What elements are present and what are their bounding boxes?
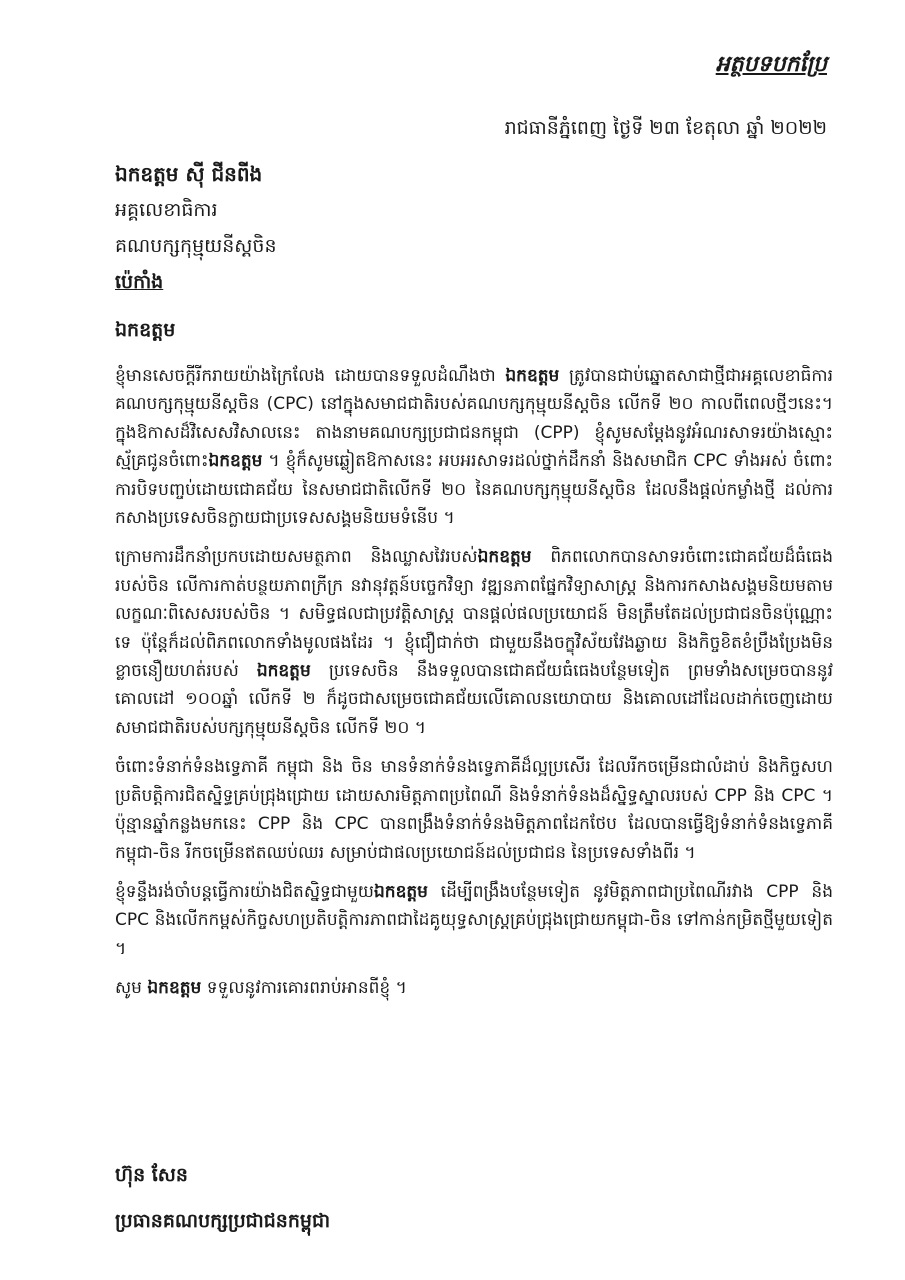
paragraph-text: ក្រោមការដឹកនាំប្រកបដោយសមត្ថភាព និងឈ្លាសវៃរបស់ bbox=[115, 547, 478, 568]
letter-body bbox=[115, 362, 833, 1014]
paragraph-text: ប្រទេសចិន នឹងទទួលបានជោគជ័យធំធេងបន្ថែមទៀត ព្រមទាំងសម្រេចបាននូវគោលដៅ ១០០ឆ្នាំ លើកទី ២ ក៏ដូចជាសម្រេចជោគជ័យលើគោលនយោបាយ និងគោលដៅដែលដាក់ចេញដោយសមាជជាតិរបស់បក្សកុម្មុយនីស្តចិន លើកទី ២០ ។ bbox=[115, 661, 833, 738]
recipient-block bbox=[115, 156, 715, 300]
paragraph-text: សូម bbox=[115, 978, 148, 999]
paragraph-bold: ឯកឧត្តម bbox=[208, 451, 263, 472]
paragraph-text: ដើម្បីពង្រឹងបន្ថែមទៀត នូវមិត្តភាពជាប្រពៃណីរវាង CPP និង CPC និងលើកកម្ពស់កិច្ចសហប្រតិបត្តិការភាពជាដៃគូយុទ្ធសាស្ត្រគ្រប់ជ្រុងជ្រោយកម្ពុជា-ចិន ទៅកាន់កម្រិតថ្មីមួយទៀត ។ bbox=[115, 881, 833, 959]
paragraph-text: ខ្ញុំមានសេចក្តីរីករាយយ៉ាងក្រៃលែង ដោយបានទទួលដំណឹងថា bbox=[115, 366, 506, 386]
signer-name: ហ៊ុន សែន bbox=[115, 1164, 188, 1186]
paragraph-text: ត្រូវបានជាប់ឆ្នោតសាជាថ្មីជាអគ្គលេខាធិការគណបក្សកុម្មុយនីស្តចិន (CPC) នៅក្នុងសមាជជាតិរបស់គណបក្សកុម្មុយនីស្តចិន លើកទី ២០ កាលពីពេលថ្មីៗនេះ។ ក្នុងឱកាសដ៏វិសេសវិសាលនេះ តាងនាមគណបក្សប្រជាជនកម្ពុជា (CPP) ខ្ញុំសូមសម្តែងនូវអំណរសាទរយ៉ាងស្មោះស្ម័គ្រជូនចំពោះ bbox=[115, 366, 834, 472]
paragraph-text: ពិភពលោកបានសាទរចំពោះជោគជ័យដ៏ធំធេងរបស់ចិន លើការកាត់បន្ថយភាពក្រីក្រ នវានុវត្តន៍បច្ចេកវិទ្យា វឌ្ឍនភាពផ្នែកវិទ្យាសាស្ត្រ និងការកសាងសង្គមនិយមតាមលក្ខណៈពិសេសរបស់ចិន ។ សមិទ្ធផលជាប្រវត្តិសាស្ត្រ បានផ្តល់ផលប្រយោជន៍ មិនត្រឹមតែដល់ប្រជាជនចិនប៉ុណ្ណោះទេ ប៉ុន្តែក៏ដល់ពិភពលោកទាំងមូលផងដែរ ។ ខ្ញុំជឿជាក់ថា ជាមួយនឹងចក្ខុវិស័យវែងឆ្ងាយ និងកិច្ចខិតខំប្រឹងប្រែងមិនខ្លាចនឿយហត់របស់ bbox=[115, 547, 833, 682]
paragraph-1 bbox=[115, 362, 833, 532]
signature-block bbox=[115, 1152, 330, 1244]
recipient-city: ប៉េកាំង bbox=[115, 271, 164, 293]
paragraph-bold: ឯកឧត្តម bbox=[256, 661, 311, 682]
paragraph-text: ចំពោះទំនាក់ទំនងទ្វេភាគី កម្ពុជា និង ចិន មានទំនាក់ទំនងទ្វេភាគីដ៏ល្អប្រសើរ ដែលរីកចម្រើនជាលំដាប់ និងកិច្ចសហប្រតិបត្តិការជិតស្និទ្ធគ្រប់ជ្រុងជ្រោយ ដោយសារមិត្តភាពប្រពៃណី និងទំនាក់ទំនងដ៏ស្និទ្ធស្នាលរបស់ CPP និង CPC ។ ប៉ុន្មានឆ្នាំកន្លងមកនេះ CPP និង CPC បានពង្រឹងទំនាក់ទំនងមិត្តភាពដែកថែប ដែលបានធ្វើឱ្យទំនាក់ទំនងទ្វេភាគីកម្ពុជា-ចិន រីកចម្រើនឥតឈប់ឈរ សម្រាប់ជាផលប្រយោជន៍ដល់ប្រជាជន នៃប្រទេសទាំងពីរ ។ bbox=[115, 757, 833, 863]
recipient-name: ឯកឧត្តម ស៊ី ជីនពីង bbox=[115, 162, 263, 186]
recipient-organization: គណបក្សកុម្មុយនីស្តចិន bbox=[115, 235, 277, 257]
salutation: ឯកឧត្តម bbox=[115, 319, 176, 341]
paragraph-5 bbox=[115, 974, 833, 1002]
paragraph-3 bbox=[115, 753, 833, 867]
reference-label: អត្ថបទបកប្រែ bbox=[715, 52, 827, 77]
paragraph-4 bbox=[115, 878, 833, 963]
paragraph-text: ទទួលនូវការគោរពរាប់អានពីខ្ញុំ ។ bbox=[201, 978, 407, 999]
paragraph-bold: ឯកឧត្តម bbox=[477, 547, 532, 568]
paragraph-2 bbox=[115, 543, 833, 742]
paragraph-text: ។ ខ្ញុំក៏សូមឆ្លៀតឱកាសនេះ អបអរសាទរដល់ថ្នាក់ដឹកនាំ និងសមាជិក CPC ទាំងអស់ ចំពោះការបិទបញ្ចប់ដោយជោគជ័យ នៃសមាជជាតិលើកទី ២០ នៃគណបក្សកុម្មុយនីស្តចិន ដែលនឹងផ្តល់កម្លាំងថ្មី ដល់ការកសាងប្រទេសចិនក្លាយជាប្រទេសសង្គមនិយមទំនើប ។ bbox=[115, 451, 833, 529]
recipient-title: អគ្គលេខាធិការ bbox=[115, 199, 218, 221]
date-line: រាជធានីភ្នំពេញ ថ្ងៃទី ២៣ ខែតុលា ឆ្នាំ ២០២២ bbox=[504, 117, 827, 139]
paragraph-text: ខ្ញុំទន្ទឹងរង់ចាំបន្តធ្វើការយ៉ាងជិតស្និទ្ធជាមួយ bbox=[115, 881, 374, 902]
paragraph-bold: ឯកឧត្តម bbox=[505, 366, 560, 386]
signer-title: ប្រធានគណបក្សប្រជាជនកម្ពុជា bbox=[115, 1210, 331, 1232]
paragraph-bold: ឯកឧត្តម bbox=[373, 881, 428, 902]
paragraph-bold: ឯកឧត្តម bbox=[147, 978, 202, 999]
